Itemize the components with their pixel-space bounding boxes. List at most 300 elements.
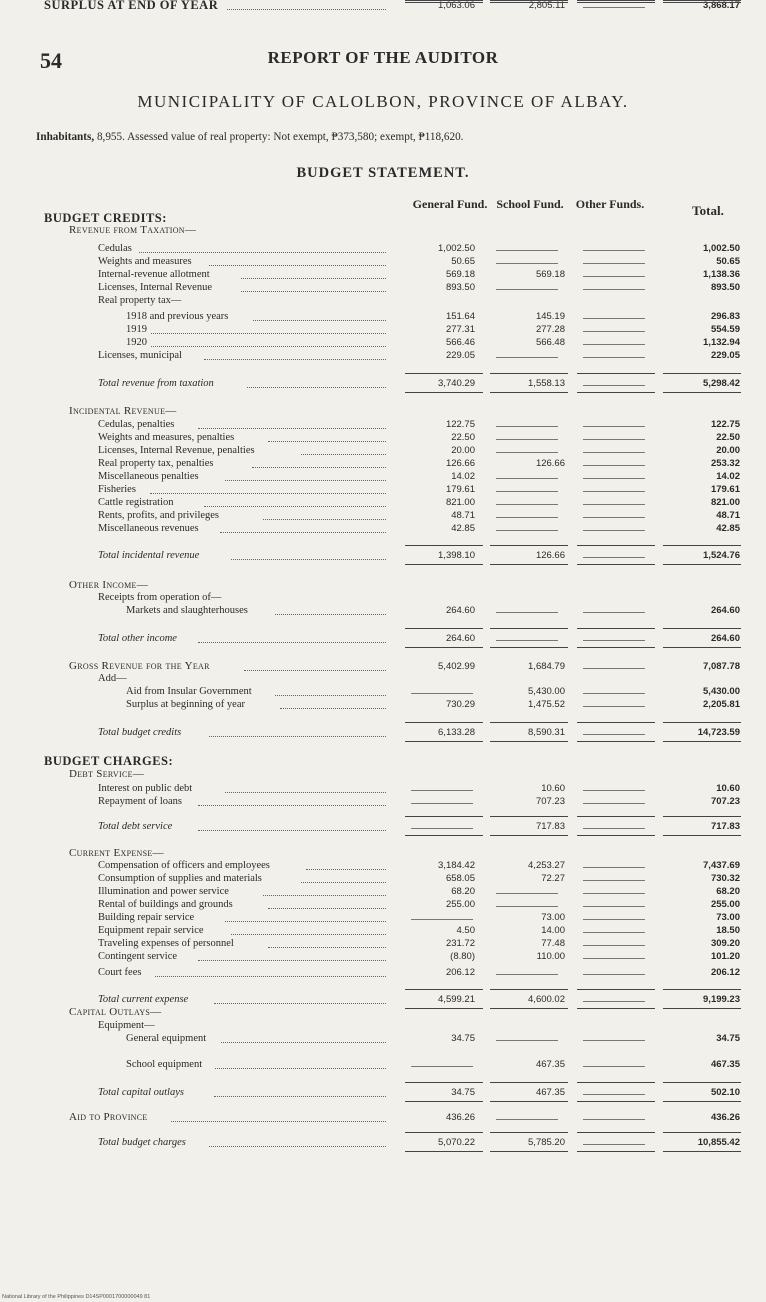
empty-cell-dash [496,357,558,358]
row-label: 1919 [126,324,147,335]
table-row [0,592,766,603]
dot-leader [253,320,386,321]
table-row [0,1020,766,1031]
empty-cell-dash [583,706,645,707]
sum-rule [663,1082,741,1083]
total-cell: 101.20 [710,951,740,962]
total-row [0,727,766,738]
dot-leader [275,614,386,615]
row-label: Compensation of officers and employees [98,860,270,871]
sum-rule [490,1151,568,1152]
general-fund-cell: 4,599.21 [438,994,475,1005]
empty-cell-dash [583,1094,645,1095]
dot-leader [220,532,386,533]
total-cell: 7,087.78 [703,661,740,672]
table-row [0,1007,766,1018]
row-label: Surplus at beginning of year [126,699,245,710]
school-fund-cell: 717.83 [535,821,565,832]
row-label: Repayment of loans [98,796,182,807]
general-fund-cell: 151.64 [445,311,475,322]
section-heading-row [0,213,766,224]
empty-cell-dash [583,958,645,959]
empty-cell-dash [583,289,645,290]
general-fund-cell: 255.00 [445,899,475,910]
inhabitants-line [36,131,756,143]
table-row [0,686,766,697]
sum-rule [490,647,568,648]
empty-cell-dash [496,517,558,518]
table-row [0,256,766,267]
sum-rule [577,741,655,742]
table-row [0,848,766,859]
school-fund-cell: 5,430.00 [528,686,565,697]
sum-rule [490,628,568,629]
sum-rule [577,647,655,648]
empty-cell-dash [583,504,645,505]
empty-cell-dash [583,250,645,251]
total-cell: 436.26 [710,1112,740,1123]
total-cell: 22.50 [716,432,740,443]
general-fund-cell: 42.85 [451,523,475,534]
empty-cell-dash [496,452,558,453]
row-label: Incidental Revenue— [69,405,177,417]
general-fund-cell: 3,740.29 [438,378,475,389]
table-row [0,269,766,280]
row-label: Weights and measures [98,256,192,267]
dot-leader [215,1068,386,1069]
total-cell: 18.50 [716,925,740,936]
running-head: REPORT OF THE AUDITOR [267,48,499,67]
school-fund-cell: 277.28 [535,324,565,335]
row-label: Equipment— [98,1020,155,1031]
general-fund-cell: 231.72 [445,938,475,949]
table-row [0,406,766,417]
general-fund-cell: 206.12 [445,967,475,978]
general-fund-cell: 20.00 [451,445,475,456]
table-row [0,282,766,293]
column-header-school-fund: School Fund. [496,197,564,211]
dot-leader [214,1003,386,1004]
empty-cell-dash [583,344,645,345]
table-row [0,938,766,949]
row-label: Rental of buildings and grounds [98,899,233,910]
empty-cell-dash [583,426,645,427]
column-header-other-funds: Other Funds. [575,197,645,211]
sum-rule [405,545,483,546]
empty-cell-dash [583,919,645,920]
general-fund-cell: 6,133.28 [438,727,475,738]
total-cell: 253.32 [710,458,740,469]
dot-leader [171,1121,386,1122]
total-cell: 122.75 [710,419,740,430]
row-label: Real property tax, penalties [98,458,214,469]
table-row [0,497,766,508]
table-row [0,769,766,780]
sum-rule [577,1082,655,1083]
row-label: SURPLUS AT END OF YEAR [44,0,219,12]
total-cell: 50.65 [716,256,740,267]
row-label: General equipment [126,1033,207,1044]
dot-leader [301,882,386,883]
sum-rule [663,1132,741,1133]
sum-rule [405,989,483,990]
row-label: BUDGET CREDITS: [44,211,167,225]
school-fund-cell: 569.18 [535,269,565,280]
sum-rule [577,1151,655,1152]
empty-cell-dash [583,867,645,868]
table-row [0,523,766,534]
empty-cell-dash [496,1119,558,1120]
sum-rule [490,1132,568,1133]
row-label: Revenue from Taxation— [69,224,197,236]
page-number: 54 [40,48,62,73]
row-label: Fisheries [98,484,136,495]
inhabitants-text: 8,955. Assessed value of real property: Not exempt, ₱373,580; exempt, ₱118,620. [96,131,464,143]
sum-rule [577,545,655,546]
row-label: Traveling expenses of personnel [98,938,234,949]
total-row [0,633,766,644]
sum-rule [663,628,741,629]
row-label: Contingent service [98,951,178,962]
empty-cell-dash [583,557,645,558]
sum-rule [490,0,568,3]
school-fund-cell: 145.19 [535,311,565,322]
sum-rule [490,835,568,836]
dot-leader [241,291,386,292]
total-cell: 467.35 [710,1059,740,1070]
table-row [0,605,766,616]
sum-rule [663,545,741,546]
sum-rule [663,0,741,3]
sum-rule [405,628,483,629]
archive-footer: National Library of the Philippines D14SP0001700000049 81 [2,1294,151,1300]
total-cell: 206.12 [710,967,740,978]
dot-leader [151,346,386,347]
general-fund-cell: 229.05 [445,350,475,361]
empty-cell-dash [583,318,645,319]
sum-rule [405,741,483,742]
empty-cell-dash [583,530,645,531]
total-cell: 3,868.17 [703,0,740,11]
total-cell: 9,199.23 [703,994,740,1005]
empty-cell-dash [411,919,473,920]
empty-cell-dash [583,478,645,479]
sum-rule [405,722,483,723]
sum-rule [663,741,741,742]
total-cell: 707.23 [710,796,740,807]
table-row [0,951,766,962]
table-row [0,295,766,306]
row-label: Receipts from operation of— [98,592,222,603]
general-fund-cell: 179.61 [445,484,475,495]
table-row [0,796,766,807]
sum-rule [405,564,483,565]
total-cell: 1,132.94 [703,337,740,348]
dot-leader [214,1096,386,1097]
school-fund-cell: 14.00 [541,925,565,936]
total-cell: 264.60 [710,605,740,616]
total-cell: 14.02 [716,471,740,482]
table-row [0,243,766,254]
row-label: School equipment [126,1059,203,1070]
row-label: Add— [98,673,127,684]
row-label: Capital Outlays— [69,1006,162,1018]
general-fund-cell: 1,002.50 [438,243,475,254]
general-fund-cell: 893.50 [445,282,475,293]
table-row [0,311,766,322]
sum-rule [577,1101,655,1102]
school-fund-cell: 4,600.02 [528,994,565,1005]
inhabitants-label: Inhabitants, [36,131,95,143]
empty-cell-dash [496,439,558,440]
column-header-total: Total. [692,203,724,218]
total-cell: 255.00 [710,899,740,910]
empty-cell-dash [583,893,645,894]
dot-leader [275,695,386,696]
table-row [0,445,766,456]
dot-leader [244,670,386,671]
total-cell: 7,437.69 [703,860,740,871]
sum-rule [577,628,655,629]
dot-leader [225,792,386,793]
table-row [0,484,766,495]
total-cell: 554.59 [710,324,740,335]
row-label: Total incidental revenue [98,550,200,561]
empty-cell-dash [583,945,645,946]
dot-leader [204,359,386,360]
sum-rule [405,0,483,3]
empty-cell-dash [583,803,645,804]
sum-rule [577,1132,655,1133]
total-cell: 10,855.42 [697,1137,740,1148]
sum-rule [405,1082,483,1083]
empty-cell-dash [496,906,558,907]
row-label: Gross Revenue for the Year [69,660,210,672]
dot-leader [280,708,386,709]
school-fund-cell: 77.48 [541,938,565,949]
table-row [0,699,766,710]
empty-cell-dash [496,491,558,492]
school-fund-cell: 707.23 [535,796,565,807]
table-row [0,458,766,469]
empty-cell-dash [496,893,558,894]
general-fund-cell: 277.31 [445,324,475,335]
empty-cell-dash [411,828,473,829]
general-fund-cell: 1,063.06 [438,0,475,11]
dot-leader [268,908,386,909]
sum-rule [577,835,655,836]
general-fund-cell: 34.75 [451,1087,475,1098]
table-row [0,510,766,521]
row-label: Licenses, Internal Revenue [98,282,212,293]
total-cell: 14,723.59 [697,727,740,738]
empty-cell-dash [583,1144,645,1145]
sum-rule [490,545,568,546]
row-label: Miscellaneous penalties [98,471,199,482]
statement-title: BUDGET STATEMENT. [296,165,470,181]
sum-rule [663,564,741,565]
general-fund-cell: 1,398.10 [438,550,475,561]
school-fund-cell: 5,785.20 [528,1137,565,1148]
empty-cell-dash [583,276,645,277]
school-fund-cell: 110.00 [536,951,565,962]
empty-cell-dash [411,1066,473,1067]
row-label: Aid from Insular Government [126,686,252,697]
table-row [0,419,766,430]
general-fund-cell: 436.26 [445,1112,475,1123]
empty-cell-dash [496,974,558,975]
sum-rule [405,816,483,817]
general-fund-cell: 264.60 [445,605,475,616]
total-cell: 229.05 [710,350,740,361]
general-fund-cell: 821.00 [445,497,475,508]
empty-cell-dash [583,693,645,694]
general-fund-cell: 264.60 [445,633,475,644]
row-label: Illumination and power service [98,886,229,897]
school-fund-cell: 126.66 [535,550,565,561]
school-fund-cell: 1,558.13 [528,378,565,389]
row-label: Rents, profits, and privileges [98,510,220,521]
school-fund-cell: 72.27 [541,873,565,884]
total-cell: 1,524.76 [703,550,740,561]
total-row [0,1137,766,1148]
general-fund-cell: 50.65 [451,256,475,267]
row-label: Total debt service [98,821,173,832]
school-fund-cell: 126.66 [535,458,565,469]
sum-rule [490,1082,568,1083]
sum-rule [577,0,655,3]
table-row [0,673,766,684]
total-cell: 10.60 [716,783,740,794]
dot-leader [263,895,386,896]
empty-cell-dash [496,530,558,531]
sum-rule [490,1101,568,1102]
school-fund-cell: 73.00 [541,912,565,923]
general-fund-cell: 4.50 [456,925,475,936]
dot-leader [231,934,386,935]
empty-cell-dash [583,640,645,641]
empty-cell-dash [583,439,645,440]
table-row [0,580,766,591]
sum-rule [490,989,568,990]
dot-leader [225,480,386,481]
row-label: Internal-revenue allotment [98,269,210,280]
sum-rule [490,392,568,393]
total-cell: 34.75 [716,1033,740,1044]
row-label: 1920 [126,337,147,348]
row-label: Total revenue from taxation [98,378,214,389]
sum-rule [490,741,568,742]
dot-leader [198,960,386,961]
dot-leader [150,493,386,494]
empty-cell-dash [496,504,558,505]
empty-cell-dash [583,1001,645,1002]
dot-leader [247,387,386,388]
row-label: Total budget credits [98,727,182,738]
row-label: Weights and measures, penalties [98,432,235,443]
table-row [0,967,766,978]
row-label: BUDGET CHARGES: [44,754,174,768]
row-label: Other Income— [69,579,149,591]
row-label: Cattle registration [98,497,174,508]
general-fund-cell: (8.80) [450,951,475,962]
dot-leader [231,559,386,560]
total-cell: 5,298.42 [703,378,740,389]
sum-rule [490,722,568,723]
sum-rule [577,989,655,990]
dot-leader [198,428,386,429]
empty-cell-dash [583,331,645,332]
dot-leader [209,736,386,737]
empty-cell-dash [411,803,473,804]
table-row [0,873,766,884]
column-header-general-fund: General Fund. [412,197,488,211]
dot-leader [155,976,386,977]
total-cell: 1,002.50 [703,243,740,254]
general-fund-cell: 68.20 [451,886,475,897]
sum-rule [663,835,741,836]
table-row [0,661,766,672]
row-label: Miscellaneous revenues [98,523,199,534]
row-label: Cedulas, penalties [98,419,175,430]
empty-cell-dash [583,452,645,453]
total-cell: 821.00 [710,497,740,508]
sum-rule [663,373,741,374]
empty-cell-dash [583,734,645,735]
sum-rule [490,373,568,374]
table-row [0,432,766,443]
total-row [0,378,766,389]
total-row [0,994,766,1005]
total-row [0,821,766,832]
dot-leader [139,252,386,253]
dot-leader [263,519,386,520]
row-label: Markets and slaughterhouses [126,605,248,616]
empty-cell-dash [583,357,645,358]
school-fund-cell: 467.35 [535,1059,565,1070]
total-row [0,1087,766,1098]
general-fund-cell: 34.75 [451,1033,475,1044]
dot-leader [241,278,386,279]
sum-rule [490,564,568,565]
dot-leader [268,947,386,948]
total-cell: 68.20 [716,886,740,897]
empty-cell-dash [583,1119,645,1120]
general-fund-cell: 22.50 [451,432,475,443]
total-cell: 20.00 [716,445,740,456]
total-cell: 309.20 [710,938,740,949]
dot-leader [225,921,386,922]
empty-cell-dash [583,491,645,492]
sum-rule [663,816,741,817]
total-cell: 730.32 [710,873,740,884]
table-row [0,337,766,348]
row-label: Total capital outlays [98,1087,184,1098]
row-label: Cedulas [98,243,132,254]
sum-rule [405,647,483,648]
school-fund-cell: 8,590.31 [528,727,565,738]
sum-rule [663,647,741,648]
row-label: Total current expense [98,994,189,1005]
dot-leader [204,506,386,507]
total-cell: 5,430.00 [703,686,740,697]
empty-cell-dash [583,880,645,881]
general-fund-cell: 730.29 [445,699,475,710]
sum-rule [663,392,741,393]
row-label: Aid to Province [69,1111,148,1123]
table-row [0,350,766,361]
empty-cell-dash [496,250,558,251]
